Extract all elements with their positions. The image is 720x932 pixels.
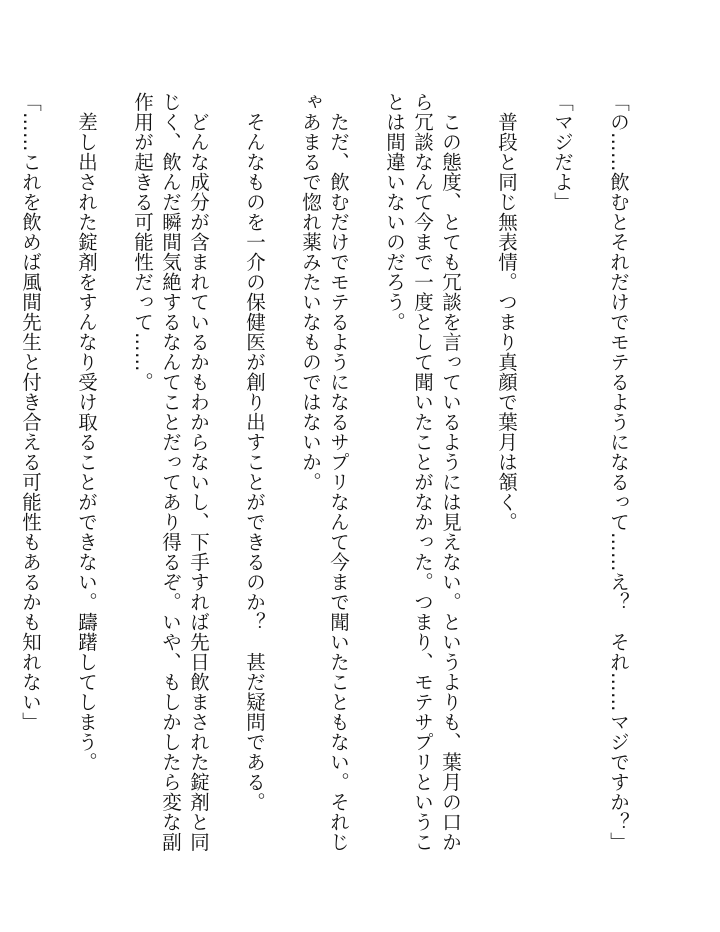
paragraph-gap [464, 92, 492, 852]
paragraph-5: ただ、飲むだけでモテるようになるサプリなんて今まで聞いたこともない。それじゃあまるで惚れ薬みたいなものではないか。 [299, 92, 350, 852]
paragraph-gap [268, 92, 296, 852]
paragraph-gap [352, 92, 380, 852]
paragraph-9: 「……これを飲めば風間先生と付き合える可能性もあるかも知れない」 [19, 92, 42, 732]
paragraph-gap [520, 92, 548, 852]
paragraph-3: 普段と同じ無表情。つまり真顔で葉月は頷く。 [495, 111, 518, 532]
paragraph-gap [44, 92, 72, 852]
paragraph-2: 「マジだよ」 [551, 92, 574, 212]
vertical-text-body [16, 92, 632, 852]
paragraph-4: この態度、とても冗談を言っているようには見えない。というよりも、葉月の口から冗談なんて今まで一度として聞いたことがなかった。つまり、モテサプリということは間違いないのだろう。 [383, 92, 462, 852]
paragraph-gap [576, 92, 604, 852]
paragraph-gap [100, 92, 128, 852]
paragraph-1: 「の……飲むとそれだけでモテるようになるって……え？ それ……マジですか？」 [607, 92, 630, 852]
paragraph-gap [212, 92, 240, 852]
paragraph-6: そんなものを一介の保健医が創り出すことができるのか？ 甚だ疑問である。 [243, 111, 266, 812]
paragraph-7: どんな成分が含まれているかもわからないし、下手すれば先日飲まされた錠剤と同じく、飲んだ瞬間気絶するなんてことだってあり得るぞ。いや、もしかしたら変な副作用が起きる可能性だって……。 [131, 92, 210, 852]
paragraph-8: 差し出された錠剤をすんなり受け取ることができない。躊躇してしまう。 [75, 111, 98, 772]
